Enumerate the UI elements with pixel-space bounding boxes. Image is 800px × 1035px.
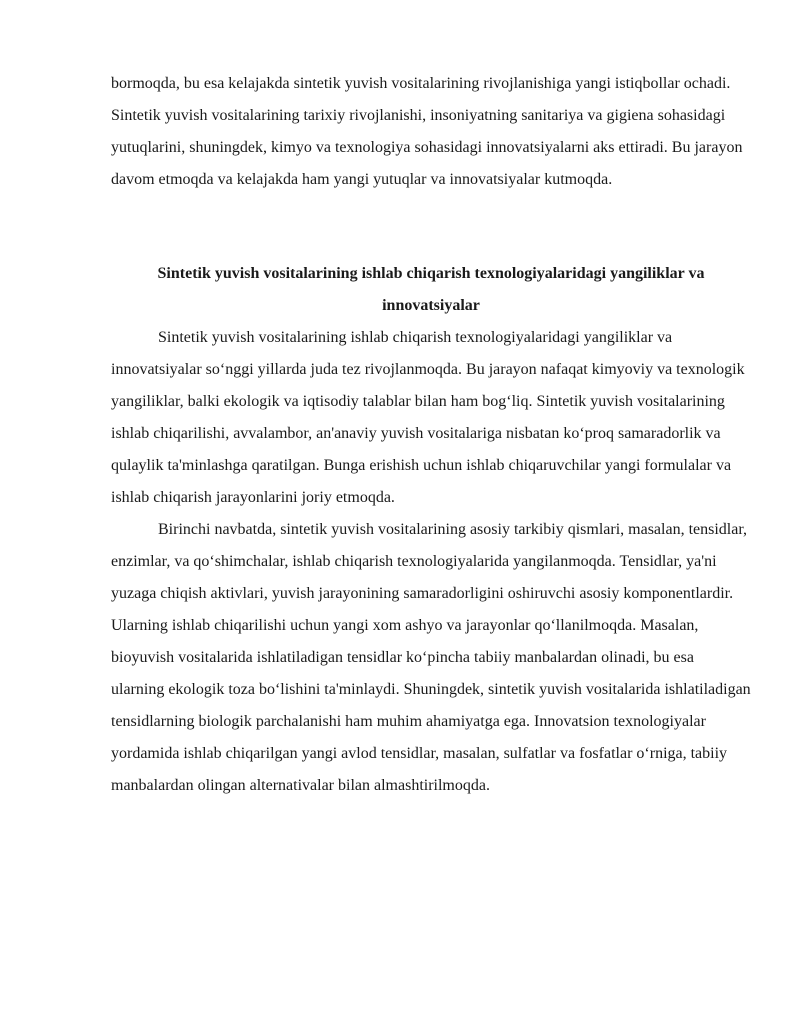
section-heading: Sintetik yuvish vositalarining ishlab chiqarish texnologiyalaridagi yangiliklar va innovatsiyalar bbox=[157, 265, 705, 314]
paragraph-components: Birinchi navbatda, sintetik yuvish vositalarining asosiy tarkibiy qismlari, masalan, tensidlar, enzimlar, va qo‘shimchalar, ishlab chiqarish texnologiyalarida yangilanmoqda. Tensidlar, ya'ni yuzaga chiqish aktivlari, yuvish jarayonining samaradorligini oshiruvchi asosiy komponentlardir. Ularning ishlab chiqarilishi uchun yangi xom ashyo va jarayonlar qo‘llanilmoqda. Masalan, bioyuvish vositalarida ishlatiladigan tensidlar ko‘pincha tabiiy manbalardan olinadi, bu esa ularning ekologik toza bo‘lishini ta'minlaydi. Shuningdek, sintetik yuvish vositalarida ishlatiladigan tensidlarning biologik parchalanishi ham muhim ahamiyatga ega. Innovatsion texnologiyalar yordamida ishlab chiqarilgan yangi avlod tensidlar, masalan, sulfatlar va fosfatlar o‘rniga, tabiiy manbalardan olingan alternativalar bilan almashtirilmoqda. bbox=[111, 521, 751, 794]
document-body bbox=[111, 68, 751, 802]
paragraph-continuation: bormoqda, bu esa kelajakda sintetik yuvish vositalarining rivojlanishiga yangi istiqbollar ochadi. Sintetik yuvish vositalarining tarixiy rivojlanishi, insoniyatning sanitariya va gigiena sohasidagi yutuqlarini, shuningdek, kimyo va texnologiya sohasidagi innovatsiyalarni aks ettiradi. Bu jarayon davom etmoqda va kelajakda ham yangi yutuqlar va innovatsiyalar kutmoqda. bbox=[111, 75, 743, 188]
paragraph-intro: Sintetik yuvish vositalarining ishlab chiqarish texnologiyalaridagi yangiliklar va innovatsiyalar so‘nggi yillarda juda tez rivojlanmoqda. Bu jarayon nafaqat kimyoviy va texnologik yangiliklar, balki ekologik va iqtisodiy talablar bilan ham bog‘liq. Sintetik yuvish vositalarining ishlab chiqarilishi, avvalambor, an'anaviy yuvish vositalariga nisbatan ko‘proq samaradorlik va qulaylik ta'minlashga qaratilgan. Bunga erishish uchun ishlab chiqaruvchilar yangi formulalar va ishlab chiqarish jarayonlarini joriy etmoqda. bbox=[111, 329, 745, 506]
